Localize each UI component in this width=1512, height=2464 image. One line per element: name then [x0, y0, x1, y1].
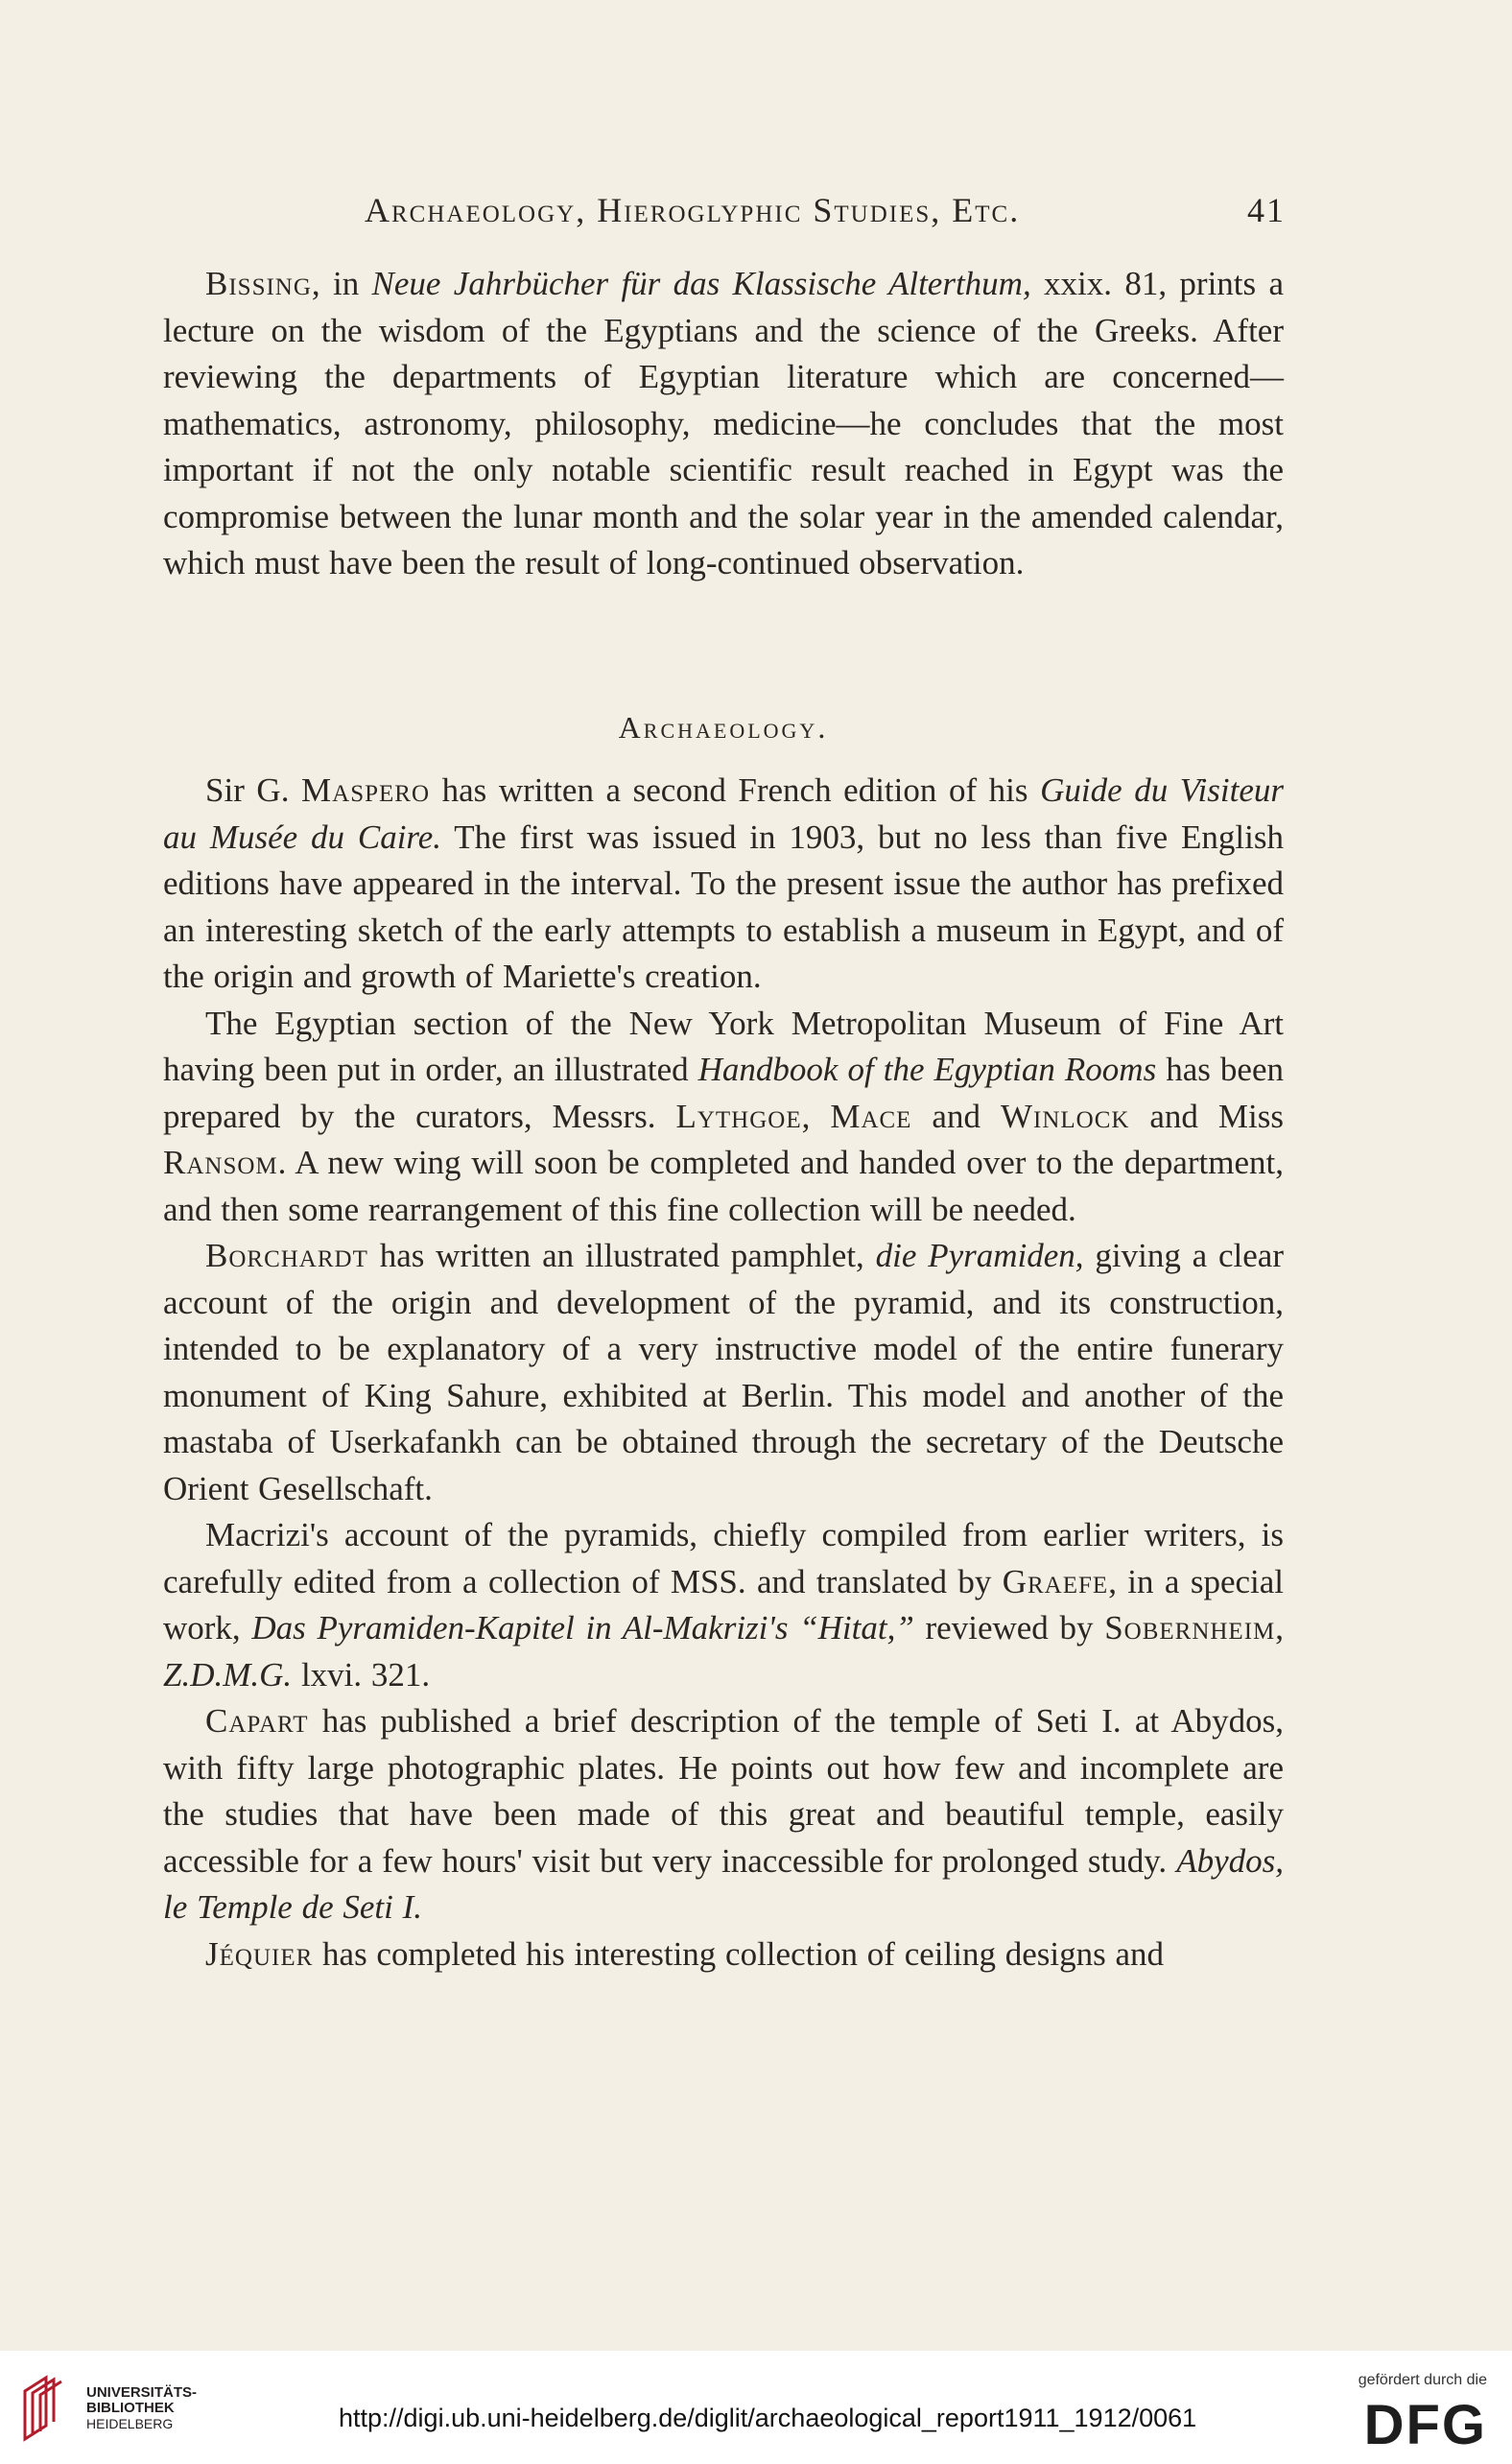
section-heading: Archaeology.: [618, 710, 829, 745]
paragraph-text: Sir G.: [205, 771, 302, 809]
work-title: Guide du Visiteur au Musée du Caire.: [163, 771, 1285, 856]
paragraph-text: Macrizi's account of the pyramids, chiefly compiled from earlier writers, is carefully edited from a collection of MSS. and translated by: [163, 1516, 1284, 1600]
library-name: [86, 2385, 197, 2431]
paragraph-text: The first was issued in 1903, but no less than five English editions have appeared in the interval. To the present issue the author has prefixed an interesting sketch of the early attempts to establish a museum in Egypt, and of the origin and growth of Mariette's creation.: [163, 817, 1284, 995]
paragraph-jequier: [163, 1931, 1284, 1978]
paragraph-text: ,: [1275, 1609, 1285, 1647]
author-name: Mace: [830, 1097, 912, 1135]
paragraph-text: has written a second French edition of his: [430, 771, 1041, 809]
main-text-block: [163, 768, 1284, 1978]
paragraph-text: The Egyptian section of the New York Metropolitan Museum of Fine Art having been put in order, an illustrated: [163, 1004, 1284, 1088]
paragraph-text: has been prepared by the curators, Messrs.: [163, 1051, 1284, 1135]
author-name: Borchardt: [205, 1237, 368, 1274]
intro-text-block: [163, 261, 1284, 587]
author-name: Ransom: [163, 1144, 278, 1181]
paragraph-text: , in: [311, 265, 372, 302]
paragraph-text: ,: [801, 1097, 831, 1135]
author-name: Capart: [205, 1702, 309, 1740]
author-name: Sobernheim: [1104, 1609, 1276, 1647]
source-url-link[interactable]: http://digi.ub.uni-heidelberg.de/diglit/archaeological_report1911_1912/0061: [339, 2404, 1197, 2432]
paragraph-text: lxvi. 321.: [292, 1655, 431, 1694]
author-name: Winlock: [1000, 1097, 1130, 1135]
dfg-logo: DFG: [1363, 2394, 1487, 2456]
author-name: Graefe: [1002, 1562, 1109, 1600]
library-logo-icon: [17, 2372, 77, 2445]
library-name-line: UNIVERSITÄTS-: [86, 2384, 198, 2401]
paragraph-text: and Miss: [1129, 1097, 1284, 1135]
paragraph-text: reviewed by: [913, 1609, 1105, 1647]
digitization-footer: [0, 2351, 1512, 2464]
paragraph-maspero: [163, 768, 1284, 1001]
paragraph-text: has completed his interesting collection of ceiling designs and: [313, 1934, 1164, 1973]
paragraph-capart: [163, 1698, 1284, 1931]
work-title: Das Pyramiden-Kapitel in Al-Makrizi's “Hitat,”: [251, 1609, 914, 1647]
paragraph-text: xxix. 81, prints a lecture on the wisdom of the Egyptians and the science of the Greeks. After reviewing the departments of Egyptian literature which are concerned—mathematics, astronomy, philosophy, medicine—he concludes that the most important if not the only notable scientific result reached in Egypt was the compromise between the lunar month and the solar year in the amended calendar, which must have been the result of long-continued observation.: [163, 265, 1284, 581]
paragraph-bissing: [163, 261, 1284, 587]
running-header: [365, 190, 1286, 238]
paragraph-text: giving a clear account of the origin and development of the pyramid, and its construction, intended to be explanatory of a very instructive model of the entire funerary monument of King Sahure, exhibited at Berlin. This model and another of the mastaba of Userkafankh can be obtained through the secretary of the Deutsche Orient Gesellschaft.: [163, 1237, 1285, 1507]
author-name: Maspero: [301, 771, 431, 809]
paragraph-text: and: [911, 1097, 1001, 1135]
paragraph-borchardt: [163, 1233, 1284, 1512]
running-title: Archaeology, Hieroglyphic Studies, Etc.: [365, 191, 1021, 229]
paragraph-metropolitan: [163, 1001, 1284, 1234]
paragraph-text: has written an illustrated pamphlet,: [367, 1237, 876, 1274]
funder-caption: gefördert durch die: [1358, 2372, 1487, 2388]
author-name: Lythgoe: [675, 1097, 802, 1135]
author-name: Bissing: [205, 265, 312, 302]
work-title: Abydos, le Temple de Seti I.: [163, 1841, 1284, 1926]
paragraph-text: . A new wing will soon be completed and handed over to the department, and then some rearrangement of this fine collection will be needed.: [163, 1144, 1284, 1228]
work-title: Handbook of the Egyptian Rooms: [697, 1051, 1157, 1088]
work-title: die Pyramiden,: [875, 1237, 1084, 1274]
library-name-line: BIBLIOTHEK: [86, 2400, 175, 2416]
paragraph-text: , in a special work,: [163, 1562, 1284, 1647]
paragraph-text: has published a brief description of the temple of Seti I. at Abydos, with fifty large photographic plates. He points out how few and incomplete are the studies that have been made of this great and beautiful temple, easily accessible for a few hours' visit but very inaccessible for prolonged study.: [163, 1702, 1284, 1880]
journal-title: Neue Jahrbücher für das Klassische Alterthum,: [371, 265, 1031, 302]
page-number: 41: [1247, 191, 1286, 229]
paragraph-macrizi: [163, 1512, 1284, 1698]
library-name-line: HEIDELBERG: [86, 2416, 174, 2431]
author-name: Jéquier: [205, 1934, 314, 1973]
journal-title: Z.D.M.G.: [163, 1655, 293, 1694]
